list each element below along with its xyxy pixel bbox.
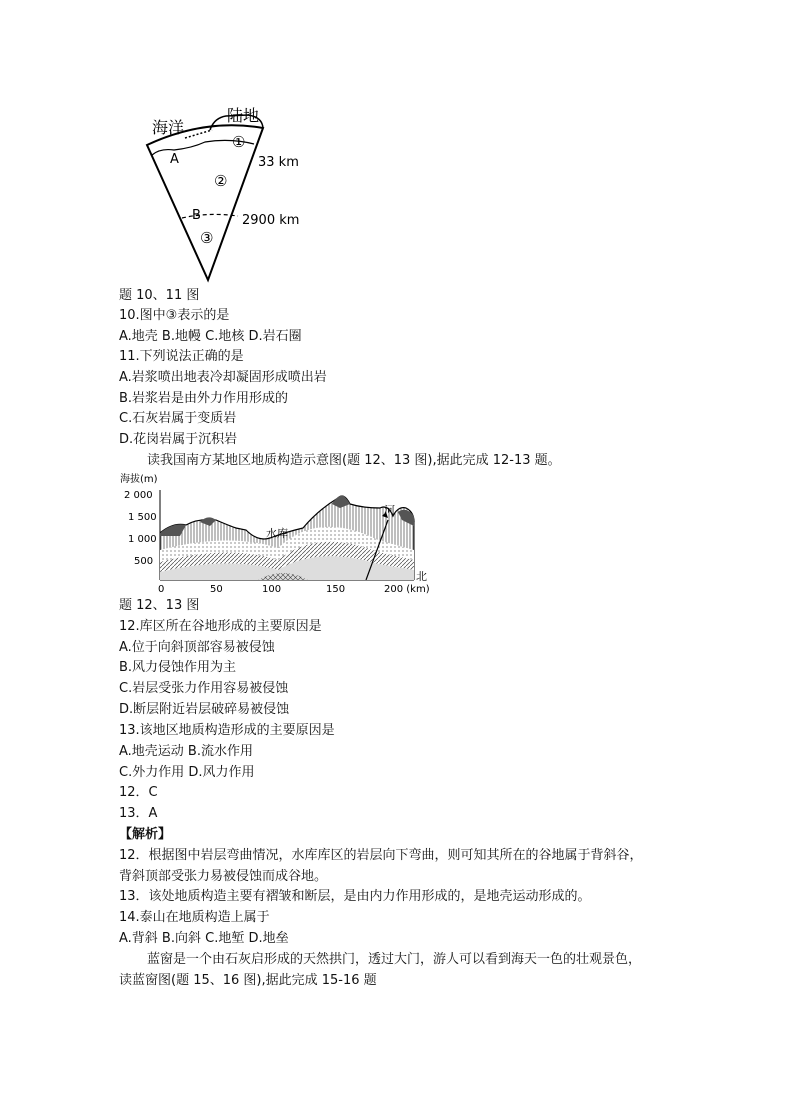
answer-13: 13．A (119, 806, 158, 821)
figure1-caption: 题 10、11 图 (119, 288, 200, 303)
analysis-heading: 【解析】 (119, 827, 172, 842)
land-label: 陆地 (227, 106, 260, 125)
label-b: B (192, 208, 201, 223)
intro-12-13: 读我国南方某地区地质构造示意图(题 12、13 图),据此完成 12-13 题。 (147, 453, 561, 468)
explanation-12-line1: 12．根据图中岩层弯曲情况，水库库区的岩层向下弯曲，则可知其所在的谷地属于背斜谷， (119, 848, 643, 863)
y-tick-1500: 1 500 (128, 512, 157, 523)
explanation-13: 13．该处地质构造主要有褶皱和断层，是由内力作用形成的，是地壳运动形成的。 (119, 889, 591, 904)
x-tick-150: 150 (326, 584, 346, 595)
wedge-outline (147, 125, 263, 280)
river-label: 河 (384, 504, 395, 517)
crust-label: ① (232, 133, 246, 151)
north-label: 北 (416, 570, 427, 583)
q12-option-d: D.断层附近岩层破碎易被侵蚀 (119, 702, 290, 717)
y-tick-1000: 1 000 (128, 534, 157, 545)
q12-option-a: A.位于向斜顶部容易被侵蚀 (119, 640, 275, 655)
x-tick-200: 200 (km) (384, 584, 430, 595)
earth-interior-diagram (130, 100, 320, 285)
q11-option-c: C.石灰岩属于变质岩 (119, 411, 237, 426)
q11-option-d: D.花岗岩属于沉积岩 (119, 432, 238, 447)
explanation-12-line2: 背斜顶部受张力易被侵蚀而成谷地。 (119, 869, 328, 884)
q11-option-b: B.岩浆岩是由外力作用形成的 (119, 391, 289, 406)
q11-option-a: A.岩浆喷出地表冷却凝固形成喷出岩 (119, 370, 327, 385)
y-tick-2000: 2 000 (124, 490, 153, 501)
q11-stem: 11.下列说法正确的是 (119, 349, 244, 364)
label-a: A (170, 152, 179, 167)
q12-option-c: C.岩层受张力作用容易被侵蚀 (119, 681, 289, 696)
q13-stem: 13.该地区地质构造形成的主要原因是 (119, 723, 335, 738)
ocean-label: 海洋 (152, 118, 185, 137)
core-label: ③ (200, 229, 214, 247)
q13-options-2: C.外力作用 D.风力作用 (119, 765, 255, 780)
depth-2900: 2900 km (242, 213, 300, 228)
q10-stem: 10.图中③表示的是 (119, 308, 230, 323)
x-tick-0: 0 (158, 584, 165, 595)
intro-15-16-line2: 读蓝窗图(题 15、16 图),据此完成 15-16 题 (119, 973, 377, 988)
q14-stem: 14.泰山在地质构造上属于 (119, 910, 270, 925)
q14-options: A.背斜 B.向斜 C.地堑 D.地垒 (119, 931, 289, 946)
depth-33: 33 km (258, 155, 299, 170)
x-tick-100: 100 (262, 584, 282, 595)
y-axis-title: 海拔(m) (120, 474, 158, 485)
x-tick-50: 50 (210, 584, 223, 595)
q12-stem: 12.库区所在谷地形成的主要原因是 (119, 619, 322, 634)
q10-options: A.地壳 B.地幔 C.地核 D.岩石圈 (119, 329, 302, 344)
q13-options-1: A.地壳运动 B.流水作用 (119, 744, 253, 759)
q12-option-b: B.风力侵蚀作用为主 (119, 660, 237, 675)
reservoir-label: 水库 (266, 527, 288, 540)
intro-15-16-line1: 蓝窗是一个由石灰启形成的天然拱门，透过大门，游人可以看到海天一色的壮观景色， (147, 952, 642, 967)
y-tick-500: 500 (134, 556, 154, 567)
figure2-caption: 题 12、13 图 (119, 598, 200, 613)
mantle-label: ② (214, 172, 228, 190)
geologic-section-diagram (118, 470, 438, 596)
answer-12: 12．C (119, 785, 158, 800)
